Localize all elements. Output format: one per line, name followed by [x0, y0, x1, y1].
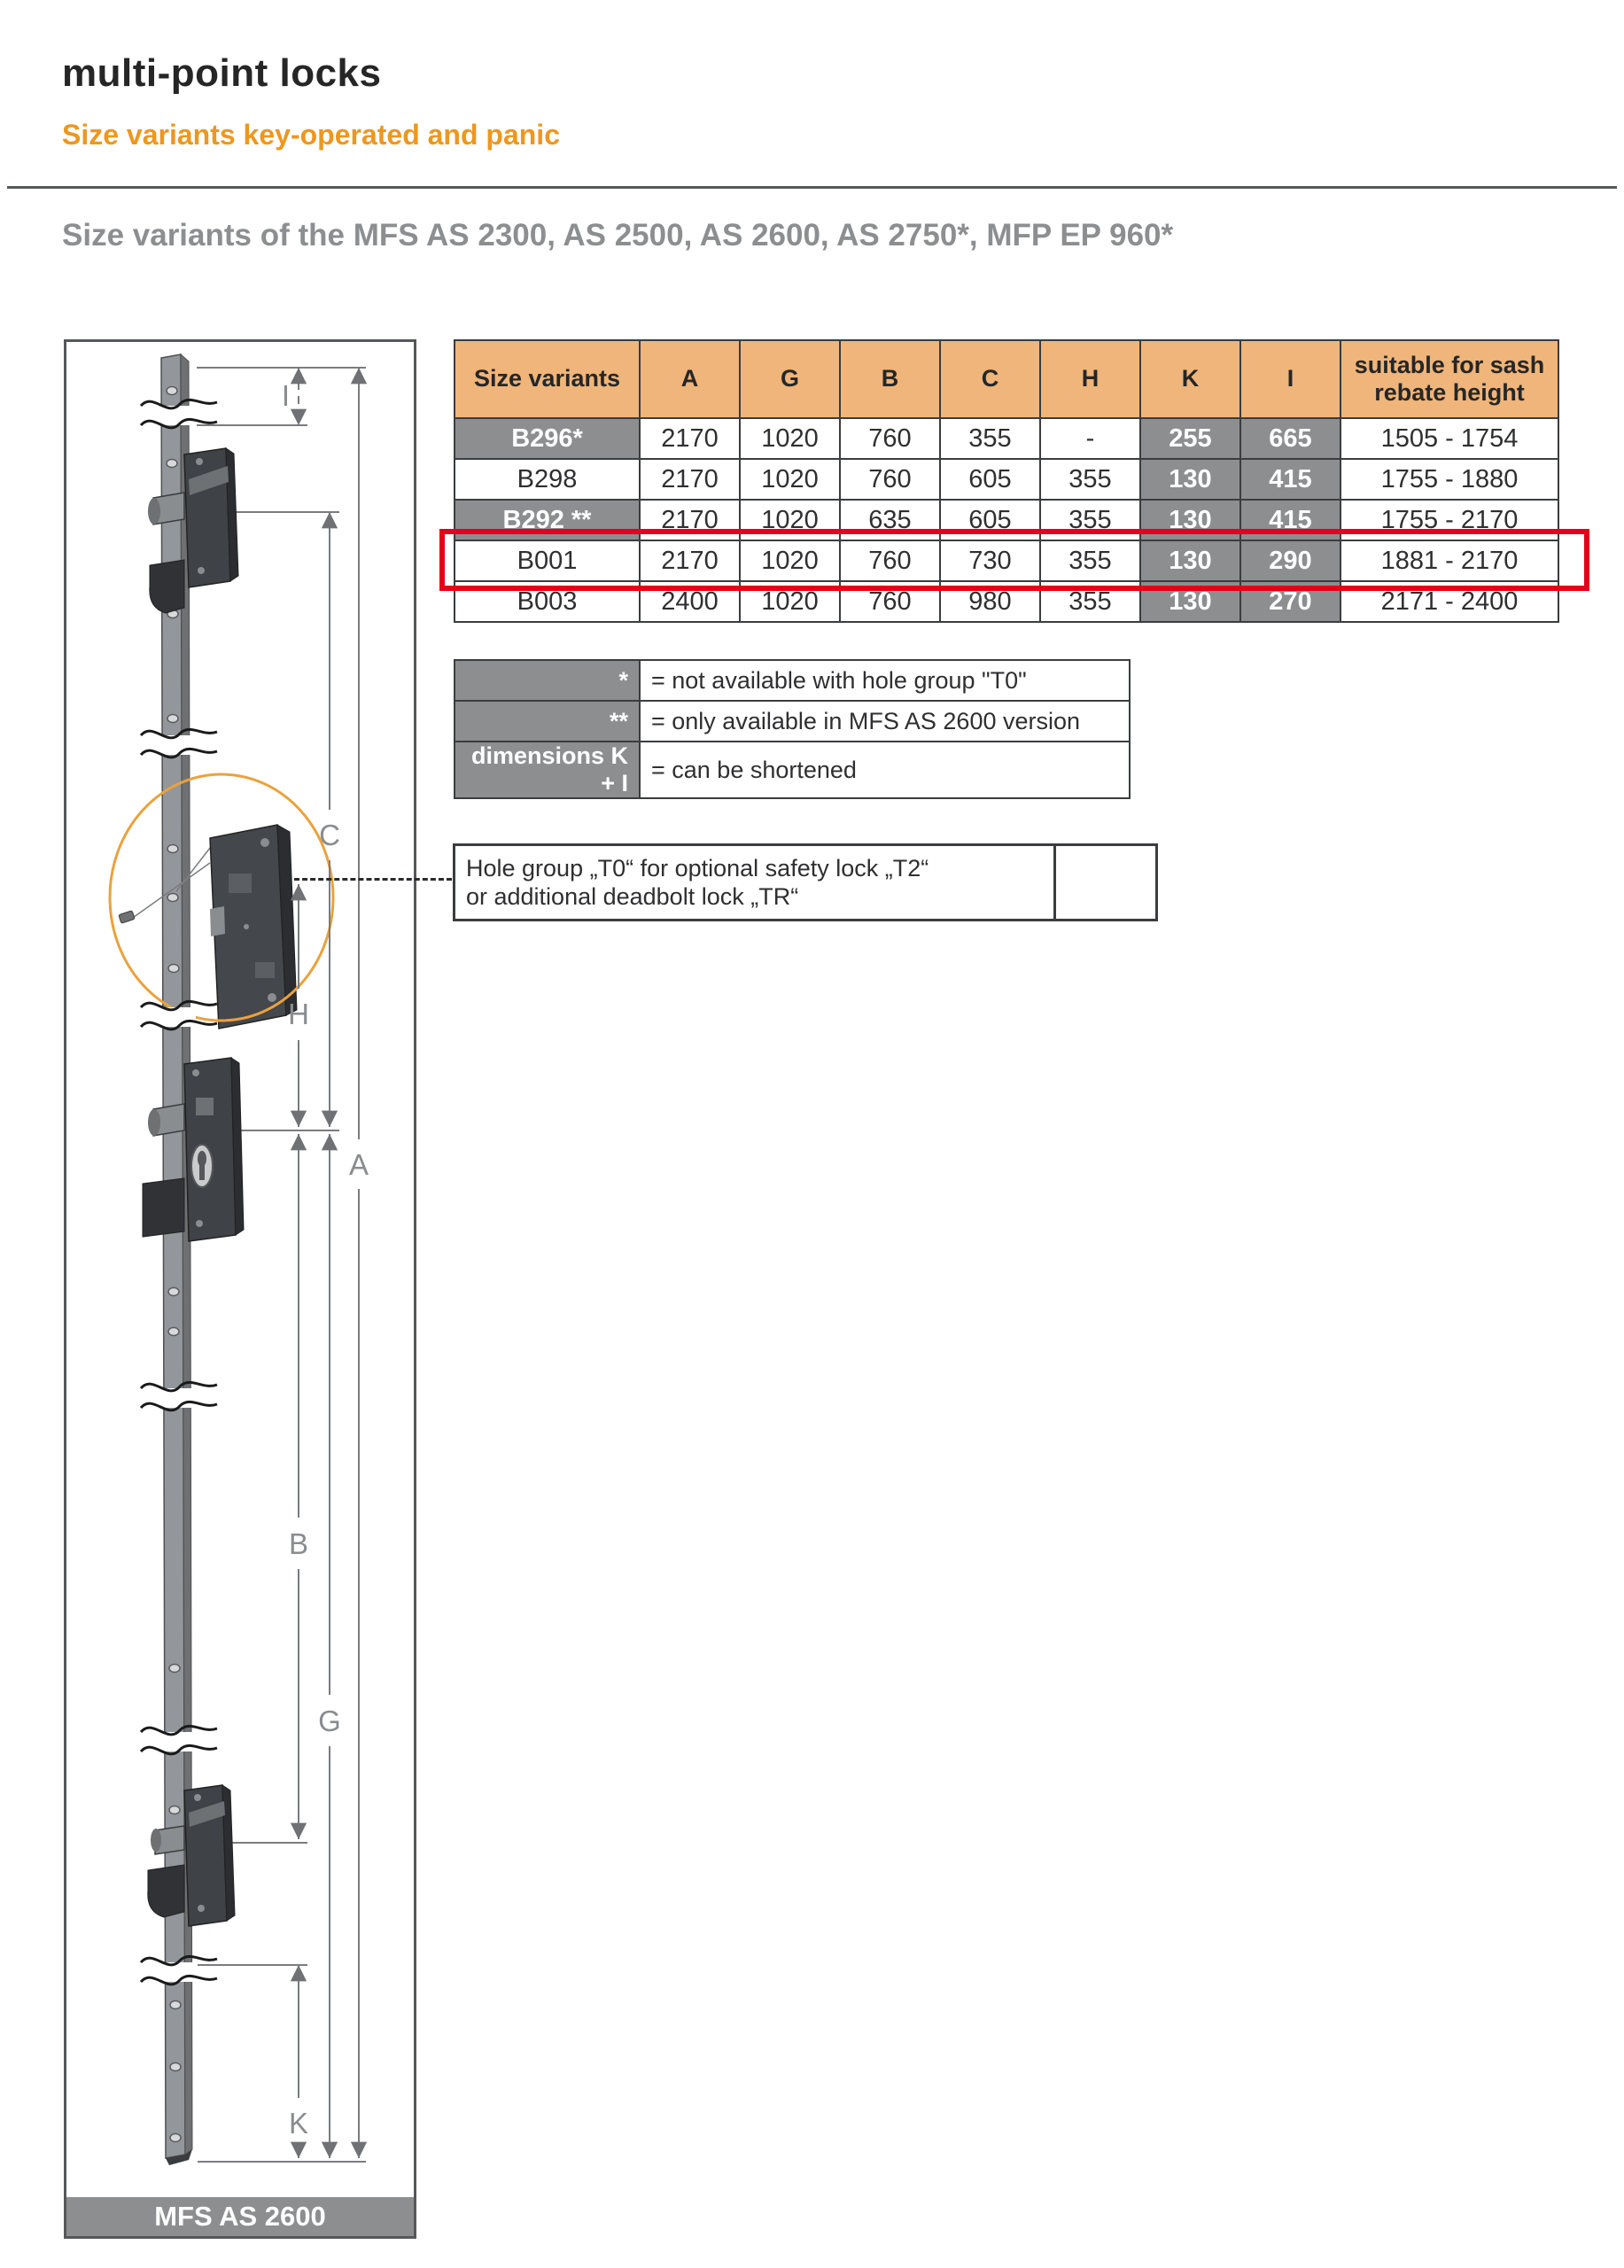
- page-subtitle: Size variants key-operated and panic: [62, 119, 560, 151]
- callout-line1: Hole group „T0“ for optional safety lock „T2“: [466, 854, 929, 882]
- table-cell: 1020: [740, 418, 840, 459]
- leader-dashed-line: [294, 878, 452, 881]
- footnote-text: = can be shortened: [640, 742, 1130, 798]
- variant-cell: B296*: [455, 418, 640, 459]
- footnote-row: [455, 742, 1130, 798]
- table-cell-range: 1755 - 2170: [1340, 500, 1558, 540]
- dim-label-c: C: [319, 819, 340, 851]
- table-cell: -: [1040, 418, 1140, 459]
- footnote-label: *: [455, 660, 640, 701]
- hole-group-case: [119, 825, 297, 1029]
- table-cell: 355: [1040, 540, 1140, 581]
- table-cell-range: 1505 - 1754: [1340, 418, 1558, 459]
- dim-label-g: G: [318, 1705, 341, 1737]
- table-header-row: [455, 340, 1558, 418]
- table-cell: 355: [940, 418, 1040, 459]
- column-header-g: G: [740, 340, 840, 418]
- table-cell: 355: [1040, 500, 1140, 540]
- table-cell: 2170: [640, 500, 740, 540]
- diagram-caption: MFS AS 2600: [66, 2197, 414, 2236]
- variant-cell: B292 **: [455, 500, 640, 540]
- table-cell: 635: [840, 500, 940, 540]
- bottom-lock-case: [148, 1785, 235, 1926]
- table-cell: 2170: [640, 459, 740, 500]
- table-cell-k: 255: [1140, 418, 1240, 459]
- table-cell: 355: [1040, 581, 1140, 622]
- column-header-b: B: [840, 340, 940, 418]
- column-header-a: A: [640, 340, 740, 418]
- multi-point-lock-drawing: [66, 342, 414, 2197]
- footnote-label: **: [455, 701, 640, 742]
- table-cell: 980: [940, 581, 1040, 622]
- table-cell: 1020: [740, 459, 840, 500]
- dim-label-b: B: [288, 1527, 309, 1560]
- page-title: multi-point locks: [62, 51, 382, 95]
- footnote-label: dimensions K + I: [455, 742, 640, 798]
- table-row-b298: [455, 459, 1558, 500]
- table-cell-i: 270: [1240, 581, 1340, 622]
- table-cell: 730: [940, 540, 1040, 581]
- footnote-text: = only available in MFS AS 2600 version: [640, 701, 1130, 742]
- table-cell-k: 130: [1140, 581, 1240, 622]
- table-cell: 760: [840, 581, 940, 622]
- dim-label-h: H: [288, 998, 309, 1030]
- variant-cell: B298: [455, 459, 640, 500]
- column-header-size-variants: Size variants: [455, 340, 640, 418]
- table-cell: 760: [840, 540, 940, 581]
- table-cell-k: 130: [1140, 500, 1240, 540]
- lock-diagram-frame: [64, 339, 416, 2239]
- header-divider: [7, 186, 1617, 189]
- footnote-row: [455, 701, 1130, 742]
- dim-label-a: A: [348, 1148, 369, 1181]
- table-cell-range: 1881 - 2170: [1340, 540, 1558, 581]
- column-header-sash-rebate: suitable for sash rebate height: [1340, 340, 1558, 418]
- table-cell: 760: [840, 418, 940, 459]
- dim-label-i: I: [281, 379, 290, 412]
- table-cell: 1020: [740, 581, 840, 622]
- table-cell-k: 130: [1140, 540, 1240, 581]
- table-cell-k: 130: [1140, 459, 1240, 500]
- footnote-text: = not available with hole group "T0": [640, 660, 1130, 701]
- table-row-b296: [455, 418, 1558, 459]
- column-header-c: C: [940, 340, 1040, 418]
- table-cell-i: 415: [1240, 459, 1340, 500]
- dimension-lines: [299, 368, 359, 2158]
- dim-label-k: K: [288, 2107, 309, 2140]
- footnote-row: [455, 660, 1130, 701]
- table-cell: 760: [840, 459, 940, 500]
- table-cell-i: 290: [1240, 540, 1340, 581]
- highlight-box-b001: [439, 529, 1589, 591]
- callout-empty-cell: [1056, 846, 1155, 919]
- table-cell-i: 665: [1240, 418, 1340, 459]
- table-cell-i: 415: [1240, 500, 1340, 540]
- callout-text: [455, 846, 1056, 919]
- main-lock-case: [143, 1058, 244, 1241]
- table-cell: 605: [940, 459, 1040, 500]
- column-header-i: I: [1240, 340, 1340, 418]
- table-cell: 605: [940, 500, 1040, 540]
- table-cell: 1020: [740, 540, 840, 581]
- table-cell: 2170: [640, 540, 740, 581]
- column-header-k: K: [1140, 340, 1240, 418]
- table-cell: 355: [1040, 459, 1140, 500]
- variant-cell: B003: [455, 581, 640, 622]
- callout-line2: or additional deadbolt lock „TR“: [466, 883, 799, 910]
- column-header-h: H: [1040, 340, 1140, 418]
- table-cell: 2170: [640, 418, 740, 459]
- table-cell-range: 2171 - 2400: [1340, 581, 1558, 622]
- table-cell: 1020: [740, 500, 840, 540]
- table-cell-range: 1755 - 1880: [1340, 459, 1558, 500]
- variant-cell: B001: [455, 540, 640, 581]
- hole-group-callout: [453, 843, 1158, 921]
- section-title: Size variants of the MFS AS 2300, AS 2500, AS 2600, AS 2750*, MFP EP 960*: [62, 218, 1174, 252]
- footnotes-table: [454, 659, 1131, 799]
- table-cell: 2400: [640, 581, 740, 622]
